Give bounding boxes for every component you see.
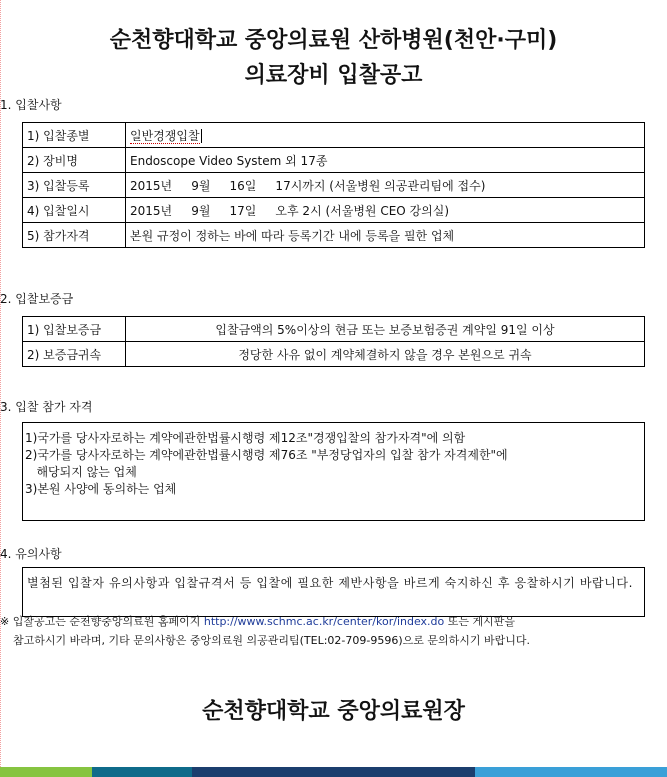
left-margin-guide: [0, 0, 2, 777]
row-label: 3) 입찰등록: [23, 173, 126, 198]
table-row: [23, 342, 645, 367]
eligibility-line: 3)본원 사양에 동의하는 업체: [25, 482, 177, 496]
bid-deposit-table: [22, 316, 645, 367]
eligibility-box: [22, 422, 645, 521]
section3-heading: 3. 입찰 참가 자격: [0, 400, 93, 414]
table-row: [23, 317, 645, 342]
homepage-link[interactable]: http://www.schmc.ac.kr/center/kor/index.do: [203, 615, 445, 628]
table-row: [23, 173, 645, 198]
footnote-prefix: ※ 입찰공고는 순천향중앙의료원 홈페이지: [0, 615, 204, 628]
row-value: 2015년 9월 16일 17시까지 (서울병원 의공관리팀에 접수): [126, 173, 645, 198]
footer-bar-cyan: [475, 767, 667, 777]
bid-details-table: [22, 122, 645, 248]
row-label: 4) 입찰일시: [23, 198, 126, 223]
eligibility-line: 해당되지 않는 업체: [25, 465, 137, 479]
signature: 순천향대학교 중앙의료원장: [202, 699, 465, 724]
row-value: 본원 규정이 정하는 바에 따라 등록기간 내에 등록을 필한 업체: [126, 223, 645, 248]
row-label: 2) 장비명: [23, 148, 126, 173]
row-value: Endoscope Video System 외 17종: [126, 148, 645, 173]
notice-title: 순천향대학교 중앙의료원 산하병원(천안·구미): [109, 28, 558, 53]
row-label: 2) 보증금귀속: [23, 342, 126, 367]
section4-heading: 4. 유의사항: [0, 547, 62, 561]
footer-bar-green: [0, 767, 92, 777]
footer-bar-teal: [92, 767, 192, 777]
footnote: [0, 612, 667, 650]
footnote-suffix: 또는 게시판을: [444, 615, 515, 628]
footer-bar-navy: [192, 767, 475, 777]
notice-subtitle: 의료장비 입찰공고: [244, 63, 423, 88]
row-label: 1) 입찰보증금: [23, 317, 126, 342]
row-value: 입찰금액의 5%이상의 현금 또는 보증보험증권 계약일 91일 이상: [126, 317, 645, 342]
eligibility-line: 1)국가를 당사자로하는 계약에관한법률시행령 제12조"경쟁입찰의 참가자격"에 의함: [25, 431, 466, 445]
notice-box: [22, 567, 645, 617]
row-label: 1) 입찰종별: [23, 123, 126, 148]
table-row: [23, 198, 645, 223]
row-value: [126, 123, 645, 148]
notice-text: 별첨된 입찰자 유의사항과 입찰규격서 등 입찰에 필요한 제반사항을 바르게 숙지하신 후 응찰하시기 바랍니다.: [27, 576, 634, 590]
row-label: 5) 참가자격: [23, 223, 126, 248]
row-value: 정당한 사유 없이 계약체결하지 않을 경우 본원으로 귀속: [126, 342, 645, 367]
footnote-line2: 참고하시기 바라며, 기타 문의사항은 중앙의료원 의공관리팀(TEL:02-709-9596)으로 문의하시기 바랍니다.: [13, 634, 531, 647]
section1-heading: 1. 입찰사항: [0, 98, 62, 112]
table-row: [23, 123, 645, 148]
row-value: 2015년 9월 17일 오후 2시 (서울병원 CEO 강의실): [126, 198, 645, 223]
section2-heading: 2. 입찰보증금: [0, 292, 74, 306]
table-row: [23, 148, 645, 173]
bid-type-value: 일반경쟁입찰: [130, 128, 200, 143]
eligibility-line: 2)국가를 당사자로하는 계약에관한법률시행령 제76조 "부정당업자의 입찰 참가 자격제한"에: [25, 448, 508, 462]
table-row: [23, 223, 645, 248]
